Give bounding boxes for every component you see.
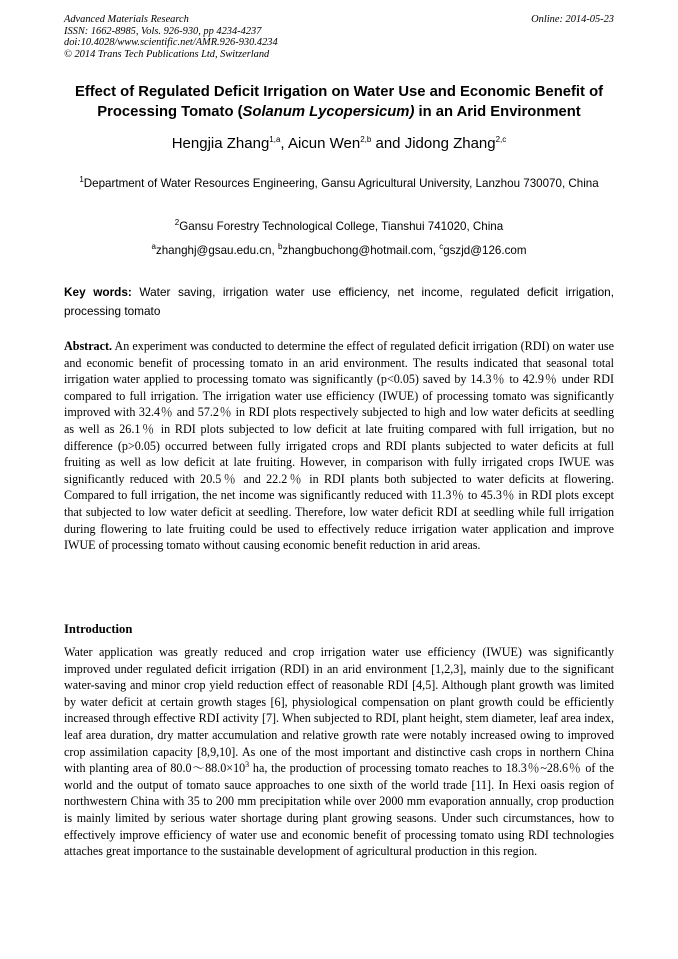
online-date: Online: 2014-05-23 <box>531 14 614 25</box>
introduction-text-1: Water application was greatly reduced and crop irrigation water use efficiency (IWUE) was significantly improved under regulated deficit irrigation (RDI) in an arid environment [1,2,3], mainly due to the significant water-saving and minor crop yield reduction effect of reasonable RDI [4,5]. Although plant growth was limited by water deficit at certain growth stages [6], physiological compensation on plant growth could be efficiently increased through effective RDI activity [7]. When subjected to RDI, plant height, stem diameter, leaf area index, leaf area duration, dry matter accumulation and relative growth rate were notably increased owing to improved crop assimilation capacity [8,9,10]. As one of the most important and distinctive cash crops in northern China with planting area of 80.0～88.0×10 <box>64 645 614 776</box>
introduction-text-2: ha, the production of processing tomato reaches to 18.3％~28.6％ of the world and the output of tomato sauce approaches to one sixth of the world trade [11]. In Hexi oasis region of northwestern China with 35 to 200 mm precipitation while over 2000 mm evaporation annually, crop production is mainly limited by serious water shortage during plant growing seasons. Under such circumstances, how to effectively improve efficiency of water use and economic benefit of processing tomato using RDI technologies attaches great importance to the sustainable development of agricultural production in this region. <box>64 761 614 859</box>
author-3-sup: 2,c <box>495 135 507 144</box>
email-c-sup: c <box>439 242 444 252</box>
affiliation-2-text: Gansu Forestry Technological College, Tianshui 741020, China <box>179 220 504 233</box>
email-list <box>0 244 678 257</box>
issn-line: ISSN: 1662-8985, Vols. 926-930, pp 4234-4237 <box>64 25 262 37</box>
journal-name: Advanced Materials Research <box>64 14 189 25</box>
abstract-label: Abstract. <box>64 339 113 353</box>
author-sep-1: , <box>280 135 288 152</box>
author-3: Jidong Zhang <box>404 135 496 152</box>
author-sep-2: and <box>371 135 405 152</box>
affiliation-1 <box>64 174 614 194</box>
affiliation-1-text: Department of Water Resources Engineering, Gansu Agricultural University, Lanzhou 730070, China <box>83 177 599 190</box>
keywords-text: Water saving, irrigation water use efficiency, net income, regulated deficit irrigation, processing tomato <box>64 285 614 318</box>
keywords-label: Key words: <box>64 285 132 299</box>
paper-title <box>40 82 638 122</box>
introduction-heading: Introduction <box>64 622 133 636</box>
introduction-sup: 3 <box>245 760 250 770</box>
author-2: Aicun Wen <box>287 135 361 152</box>
author-1: Hengjia Zhang <box>171 135 270 152</box>
email-b-sup: b <box>277 242 283 252</box>
affiliation-2 <box>64 217 614 237</box>
author-list <box>0 135 678 152</box>
email-a[interactable]: zhanghj@gsau.edu.cn, <box>155 244 278 257</box>
title-part-2: in an Arid Environment <box>414 104 581 120</box>
email-c[interactable]: gszjd@126.com <box>443 244 527 257</box>
copyright-line: © 2014 Trans Tech Publications Ltd, Switzerland <box>64 48 270 60</box>
doi-line: doi:10.4028/www.scientific.net/AMR.926-930.4234 <box>64 37 278 49</box>
title-part-1: Effect of Regulated Deficit Irrigation on Water Use and Economic Benefit of Processing Tomato ( <box>74 84 604 120</box>
email-a-sup: a <box>151 242 156 252</box>
abstract <box>64 338 614 554</box>
title-species: Solanum Lycopersicum) <box>242 104 415 120</box>
abstract-text: An experiment was conducted to determine the effect of regulated deficit irrigation (RDI) on water use and economic benefit of processing tomato in an arid environment. The results indicated that seasonal total irrigation water applied to processing tomato was significantly (p<0.05) saved by 14.3％ to 42.9％ under RDI compared to full irrigation. The irrigation water use efficiency (IWUE) of processing tomato was significantly improved with 32.4％ and 57.2％ in RDI plots respectively subjected to high and low water deficits at seedling as well as 26.1％ in RDI plots subjected to low deficit at late fruiting compared with full irrigation, but no difference (p>0.05) occurred between fully irrigated crops and RDI plants subjected to water deficits at full fruiting as well as low deficit at late fruiting. However, in comparison with fully irrigated crops IWUE was significantly reduced with 20.5％ and 22.2％ in RDI plants both subjected to water deficits at flowering. Compared to full irrigation, the net income was significantly reduced with 11.3％ to 45.3％ in RDI plots except that subjected to low water deficit at seedling. Therefore, low water deficit RDI at seedling while full irrigation during flowering to late fruiting could be used to effectively reduce irrigation water application and improve IWUE of processing tomato without causing economic benefit reduction in arid areas. <box>64 339 614 553</box>
affiliation-1-sup: 1 <box>79 175 84 185</box>
keywords <box>64 283 614 320</box>
introduction-paragraph <box>64 644 614 860</box>
affiliation-2-sup: 2 <box>174 218 180 228</box>
author-2-sup: 2,b <box>360 135 372 144</box>
journal-header <box>64 14 614 60</box>
author-1-sup: 1,a <box>269 135 281 144</box>
email-b[interactable]: zhangbuchong@hotmail.com, <box>282 244 440 257</box>
